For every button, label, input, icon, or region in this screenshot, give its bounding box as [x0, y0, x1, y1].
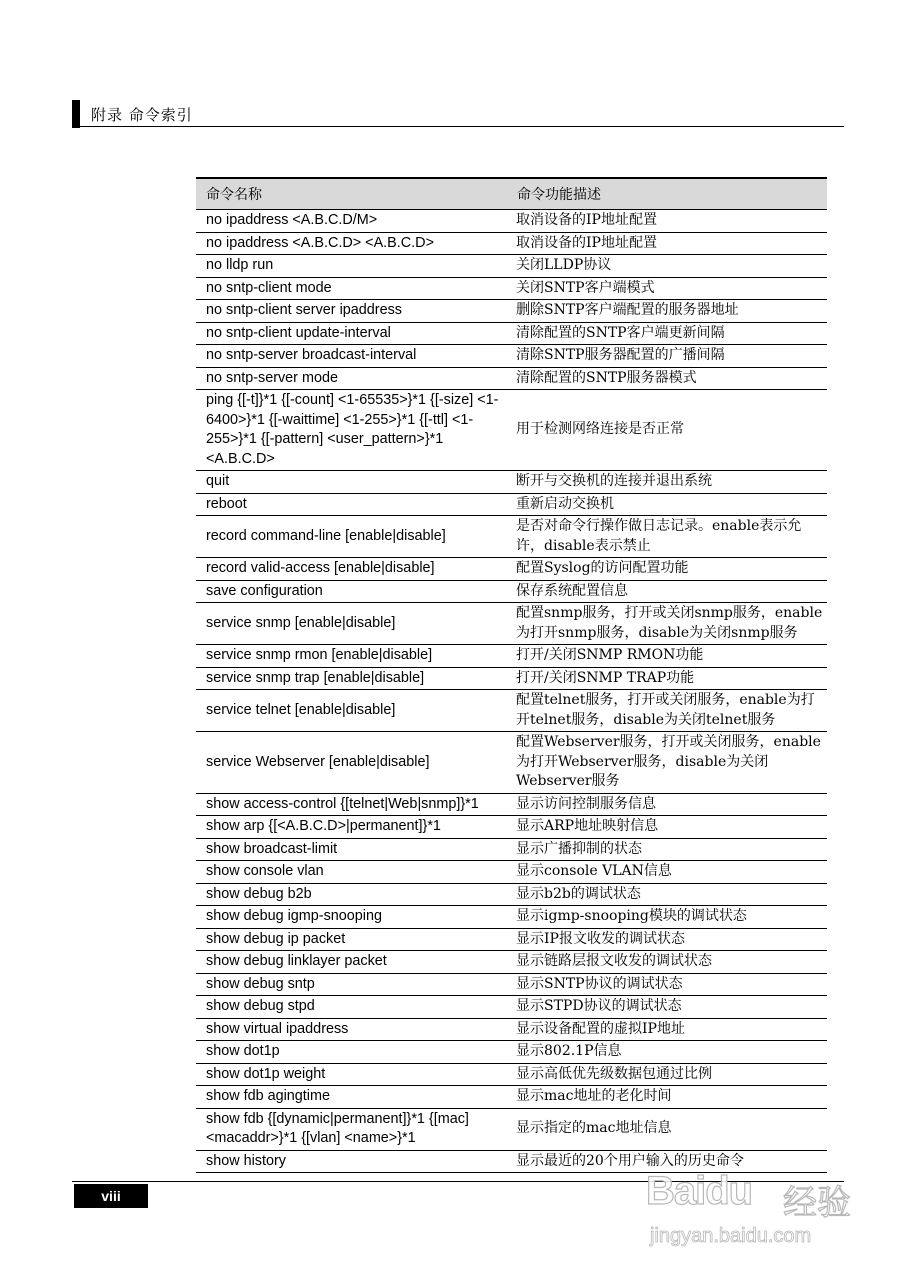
command-description-cell: 打开/关闭SNMP RMON功能 — [507, 645, 827, 668]
command-name-cell: show history — [196, 1150, 507, 1173]
command-name-cell: show fdb {[dynamic|permanent]}*1 {[mac] <macaddr>}*1 {[vlan] <name>}*1 — [196, 1108, 507, 1150]
table-row — [196, 345, 827, 368]
command-description-cell: 显示访问控制服务信息 — [507, 793, 827, 816]
command-name-cell: show fdb agingtime — [196, 1086, 507, 1109]
table-row — [196, 493, 827, 516]
table-row — [196, 232, 827, 255]
table-row — [196, 838, 827, 861]
table-row — [196, 928, 827, 951]
command-description-cell: 重新启动交换机 — [507, 493, 827, 516]
table-row — [196, 690, 827, 732]
command-description-cell: 取消设备的IP地址配置 — [507, 232, 827, 255]
table-row — [196, 210, 827, 233]
command-description-cell: 打开/关闭SNMP TRAP功能 — [507, 667, 827, 690]
command-description-cell: 保存系统配置信息 — [507, 580, 827, 603]
command-description-cell: 是否对命令行操作做日志记录。enable表示允许，disable表示禁止 — [507, 516, 827, 558]
table-row — [196, 906, 827, 929]
command-name-cell: service telnet [enable|disable] — [196, 690, 507, 732]
command-description-cell: 显示高低优先级数据包通过比例 — [507, 1063, 827, 1086]
baidu-jingyan-watermark — [640, 1165, 870, 1265]
command-name-cell: show debug b2b — [196, 883, 507, 906]
table-row — [196, 255, 827, 278]
command-name-cell: record command-line [enable|disable] — [196, 516, 507, 558]
command-name-cell: show debug linklayer packet — [196, 951, 507, 974]
table-row — [196, 300, 827, 323]
table-row — [196, 1063, 827, 1086]
command-description-cell: 用于检测网络连接是否正常 — [507, 390, 827, 471]
command-description-cell: 关闭LLDP协议 — [507, 255, 827, 278]
command-name-cell: service snmp rmon [enable|disable] — [196, 645, 507, 668]
table-row — [196, 645, 827, 668]
table-row — [196, 667, 827, 690]
command-description-cell: 显示广播抑制的状态 — [507, 838, 827, 861]
command-name-cell: show broadcast-limit — [196, 838, 507, 861]
command-name-cell: show debug ip packet — [196, 928, 507, 951]
column-header-command: 命令名称 — [196, 178, 507, 210]
command-description-cell: 删除SNTP客户端配置的服务器地址 — [507, 300, 827, 323]
table-header-row — [196, 178, 827, 210]
command-description-cell: 显示STPD协议的调试状态 — [507, 996, 827, 1019]
command-description-cell: 显示指定的mac地址信息 — [507, 1108, 827, 1150]
command-name-cell: service Webserver [enable|disable] — [196, 732, 507, 794]
table-row — [196, 951, 827, 974]
command-name-cell: show debug igmp-snooping — [196, 906, 507, 929]
table-row — [196, 1086, 827, 1109]
command-name-cell: no ipaddress <A.B.C.D/M> — [196, 210, 507, 233]
table-row — [196, 996, 827, 1019]
command-name-cell: no sntp-server mode — [196, 367, 507, 390]
command-name-cell: show debug sntp — [196, 973, 507, 996]
table-row — [196, 1018, 827, 1041]
table-row — [196, 580, 827, 603]
command-name-cell: no sntp-client mode — [196, 277, 507, 300]
command-name-cell: record valid-access [enable|disable] — [196, 558, 507, 581]
command-description-cell: 显示igmp-snooping模块的调试状态 — [507, 906, 827, 929]
command-description-cell: 显示ARP地址映射信息 — [507, 816, 827, 839]
table-row — [196, 277, 827, 300]
command-name-cell: no ipaddress <A.B.C.D> <A.B.C.D> — [196, 232, 507, 255]
command-description-cell: 清除配置的SNTP客户端更新间隔 — [507, 322, 827, 345]
command-description-cell: 关闭SNTP客户端模式 — [507, 277, 827, 300]
watermark-label: 经验 — [783, 1183, 851, 1223]
table-row — [196, 861, 827, 884]
command-name-cell: no sntp-client server ipaddress — [196, 300, 507, 323]
command-name-cell: show arp {[<A.B.C.D>|permanent]}*1 — [196, 816, 507, 839]
header-bar — [72, 100, 80, 128]
table-row — [196, 367, 827, 390]
command-description-cell: 显示mac地址的老化时间 — [507, 1086, 827, 1109]
command-name-cell: show dot1p weight — [196, 1063, 507, 1086]
table-row — [196, 816, 827, 839]
command-index-table — [196, 177, 827, 1173]
table-row — [196, 1041, 827, 1064]
command-description-cell: 清除SNTP服务器配置的广播间隔 — [507, 345, 827, 368]
table-row — [196, 322, 827, 345]
command-description-cell: 显示设备配置的虚拟IP地址 — [507, 1018, 827, 1041]
header-rule — [72, 126, 844, 127]
command-name-cell: service snmp [enable|disable] — [196, 603, 507, 645]
watermark-logo: Baidu — [646, 1169, 753, 1213]
command-name-cell: no lldp run — [196, 255, 507, 278]
command-name-cell: show console vlan — [196, 861, 507, 884]
command-name-cell: no sntp-server broadcast-interval — [196, 345, 507, 368]
command-name-cell: quit — [196, 471, 507, 494]
command-description-cell: 取消设备的IP地址配置 — [507, 210, 827, 233]
command-description-cell: 显示b2b的调试状态 — [507, 883, 827, 906]
table-row — [196, 558, 827, 581]
command-description-cell: 显示SNTP协议的调试状态 — [507, 973, 827, 996]
command-name-cell: service snmp trap [enable|disable] — [196, 667, 507, 690]
command-description-cell: 配置snmp服务，打开或关闭snmp服务，enable为打开snmp服务，disable为关闭snmp服务 — [507, 603, 827, 645]
command-description-cell: 显示console VLAN信息 — [507, 861, 827, 884]
command-name-cell: save configuration — [196, 580, 507, 603]
page-header-title: 附录 命令索引 — [91, 106, 193, 124]
command-name-cell: show access-control {[telnet|Web|snmp]}*1 — [196, 793, 507, 816]
command-name-cell: ping {[-t]}*1 {[-count] <1-65535>}*1 {[-size] <1-6400>}*1 {[-waittime] <1-255>}*1 {[-ttl] <1-255>}*1 {[-pattern] <user_pattern>}*1 <A.B.C.D> — [196, 390, 507, 471]
command-description-cell: 配置telnet服务，打开或关闭服务，enable为打开telnet服务，disable为关闭telnet服务 — [507, 690, 827, 732]
table-row — [196, 516, 827, 558]
table-row — [196, 973, 827, 996]
command-description-cell: 配置Syslog的访问配置功能 — [507, 558, 827, 581]
page-number: viii — [74, 1184, 148, 1208]
command-description-cell: 显示链路层报文收发的调试状态 — [507, 951, 827, 974]
watermark-url: jingyan.baidu.com — [650, 1225, 812, 1247]
command-description-cell: 断开与交换机的连接并退出系统 — [507, 471, 827, 494]
column-header-description: 命令功能描述 — [507, 178, 827, 210]
command-name-cell: show virtual ipaddress — [196, 1018, 507, 1041]
command-description-cell: 配置Webserver服务，打开或关闭服务，enable为打开Webserver服务，disable为关闭Webserver服务 — [507, 732, 827, 794]
command-name-cell: show debug stpd — [196, 996, 507, 1019]
table-row — [196, 732, 827, 794]
command-description-cell: 显示802.1P信息 — [507, 1041, 827, 1064]
table-row — [196, 471, 827, 494]
command-description-cell: 清除配置的SNTP服务器模式 — [507, 367, 827, 390]
command-description-cell: 显示IP报文收发的调试状态 — [507, 928, 827, 951]
command-description-cell: 显示最近的20个用户输入的历史命令 — [507, 1150, 827, 1173]
table-row — [196, 603, 827, 645]
table-row — [196, 793, 827, 816]
table-row — [196, 1108, 827, 1150]
command-name-cell: no sntp-client update-interval — [196, 322, 507, 345]
table-row — [196, 390, 827, 471]
table-row — [196, 883, 827, 906]
command-name-cell: reboot — [196, 493, 507, 516]
command-name-cell: show dot1p — [196, 1041, 507, 1064]
